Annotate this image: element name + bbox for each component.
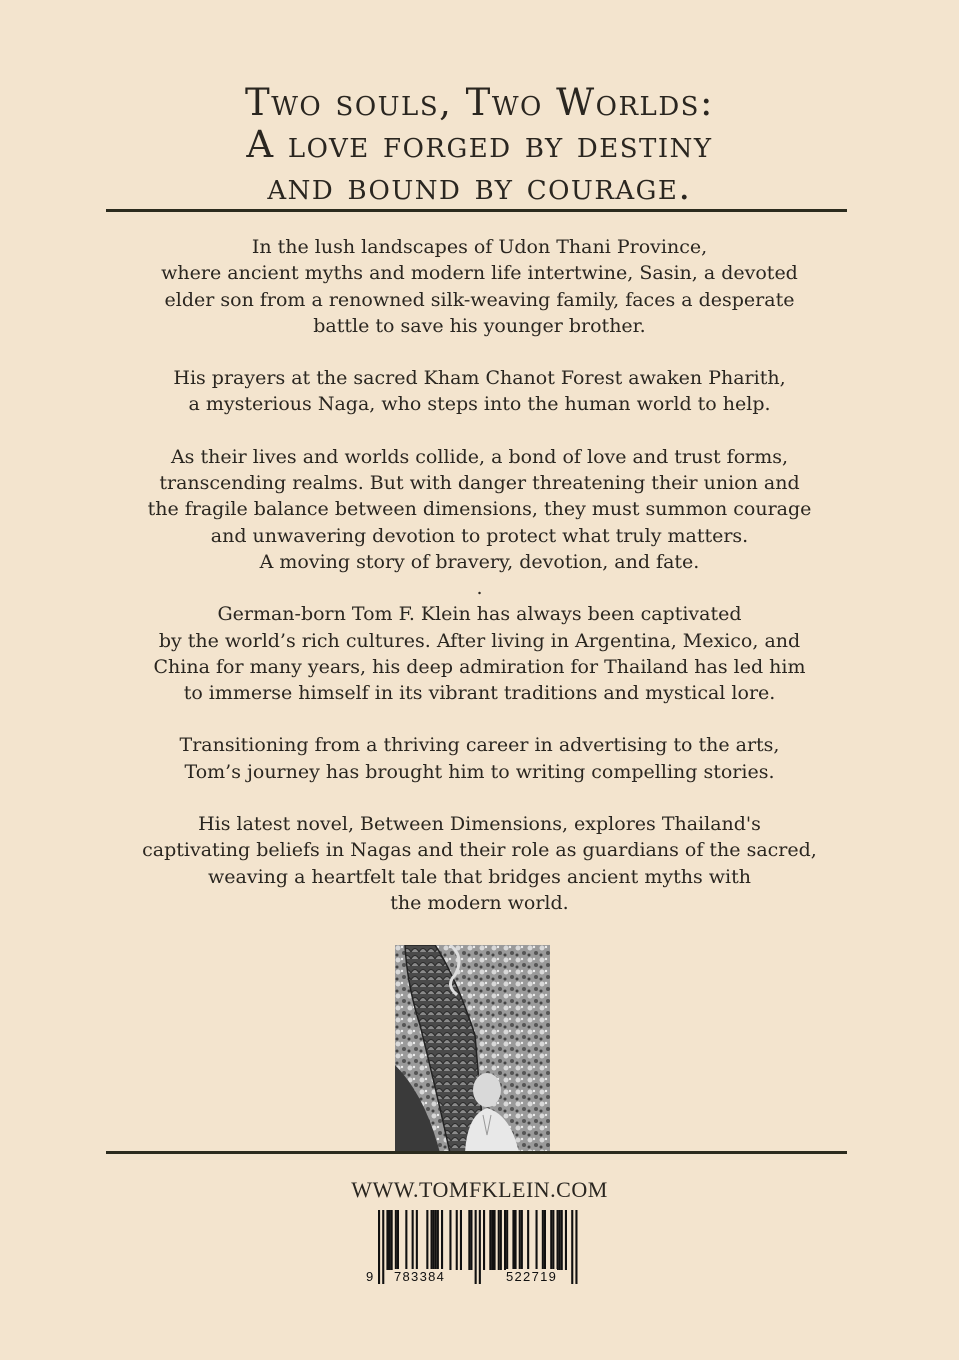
text-line: the modern world. — [390, 891, 569, 914]
barcode-bar — [441, 1210, 443, 1270]
bio-paragraph-2 — [60, 732, 899, 785]
barcode-bar — [561, 1210, 563, 1270]
blurb — [60, 234, 899, 916]
barcode-bar — [565, 1210, 567, 1270]
text-line: German-born Tom F. Klein has always been captivated — [217, 603, 742, 626]
barcode-bar — [405, 1210, 407, 1270]
barcode-bar — [527, 1210, 529, 1270]
synopsis-paragraph-2 — [60, 365, 899, 418]
text-line: His prayers at the sacred Kham Chanot Forest awaken Pharith, — [173, 367, 786, 390]
barcode-bar — [521, 1210, 523, 1270]
barcode-bar — [552, 1210, 554, 1270]
barcode-bar — [519, 1210, 521, 1270]
bio-paragraph-3 — [60, 811, 899, 916]
text-line: captivating beliefs in Nagas and their role as guardians of the sacred, — [142, 839, 817, 862]
barcode-bar — [559, 1210, 561, 1270]
text-line: to immerse himself in its vibrant traditions and mystical lore. — [183, 682, 776, 705]
synopsis-paragraph-3 — [60, 444, 899, 575]
barcode-left-digits: 783384 — [394, 1269, 446, 1284]
bio-paragraph-1 — [60, 601, 899, 706]
barcode-bar — [426, 1210, 428, 1270]
barcode-bar — [431, 1210, 433, 1270]
barcode-bar — [483, 1210, 485, 1270]
barcode-lead-digit: 9 — [366, 1269, 374, 1284]
text-line: elder son from a renowned silk-weaving family, faces a desperate — [164, 288, 795, 311]
barcode-bar — [557, 1210, 559, 1270]
barcode-bar — [544, 1210, 546, 1270]
tagline — [0, 82, 959, 208]
tagline-line-1: Two souls, Two Worlds: — [245, 81, 714, 124]
barcode-bar — [449, 1210, 451, 1270]
synopsis-paragraph-1 — [60, 234, 899, 339]
section-separator: . — [476, 577, 483, 600]
barcode-bar — [389, 1210, 391, 1270]
barcode-right-digits: 522719 — [506, 1269, 558, 1284]
barcode-bar — [536, 1210, 538, 1270]
barcode-bar — [412, 1210, 414, 1270]
barcode-bar — [382, 1210, 384, 1284]
text-line: a mysterious Naga, who steps into the human world to help. — [188, 393, 771, 416]
barcode-bar — [489, 1210, 491, 1270]
barcode-bar — [395, 1210, 397, 1270]
top-divider — [106, 209, 847, 212]
barcode-bar — [550, 1210, 552, 1270]
text-line: transcending realms. But with danger threatening their union and — [159, 472, 800, 495]
barcode-bar — [504, 1210, 506, 1270]
text-line: by the world’s rich cultures. After living in Argentina, Mexico, and — [158, 629, 801, 652]
barcode-bar — [460, 1210, 462, 1270]
barcode-bar — [435, 1210, 437, 1270]
barcode-bar — [437, 1210, 439, 1270]
tagline-line-2: A love forged by destiny — [246, 123, 713, 166]
barcode-bar — [479, 1210, 481, 1284]
barcode-bar — [470, 1210, 472, 1270]
tagline-line-3: and bound by courage. — [267, 165, 692, 208]
text-line: the fragile balance between dimensions, they must summon courage — [147, 498, 812, 521]
barcode-bar — [397, 1210, 399, 1270]
barcode-bar — [468, 1210, 470, 1270]
barcode-bar — [475, 1210, 477, 1284]
text-line: battle to save his younger brother. — [313, 314, 646, 337]
barcode-bar — [506, 1210, 508, 1270]
text-line: China for many years, his deep admiration for Thailand has led him — [153, 655, 806, 678]
text-line: Transitioning from a thriving career in advertising to the arts, — [179, 734, 780, 757]
website-url: WWW.TOMFKLEIN.COM — [351, 1177, 608, 1202]
text-line: His latest novel, Between Dimensions, explores Thailand's — [198, 813, 761, 836]
barcode-bar — [416, 1210, 418, 1270]
text-line: and unwavering devotion to protect what truly matters. — [210, 524, 749, 547]
barcode-bar — [386, 1210, 388, 1270]
text-line: As their lives and worlds collide, a bond of love and trust forms, — [170, 445, 789, 468]
barcode-bar — [491, 1210, 493, 1270]
text-line: In the lush landscapes of Udon Thani Province, — [251, 236, 708, 258]
barcode-bar — [433, 1210, 435, 1270]
bottom-divider — [106, 1151, 847, 1154]
barcode-bar — [498, 1210, 500, 1270]
text-line: A moving story of bravery, devotion, and fate. — [259, 550, 700, 573]
barcode-bar — [456, 1210, 458, 1270]
barcode-bar — [391, 1210, 393, 1270]
barcode-bar — [512, 1210, 514, 1270]
text-line: weaving a heartfelt tale that bridges ancient myths with — [208, 865, 751, 888]
author-photo — [395, 945, 550, 1153]
barcode-bar — [542, 1210, 544, 1270]
barcode-bar — [494, 1210, 496, 1270]
barcode-bar — [571, 1210, 573, 1284]
text-line: where ancient myths and modern life intertwine, Sasin, a devoted — [161, 262, 798, 285]
barcode-bar — [575, 1210, 577, 1284]
barcode-bar — [515, 1210, 517, 1270]
barcode-bar — [378, 1210, 380, 1284]
text-line: Tom’s journey has brought him to writing compelling stories. — [184, 760, 775, 783]
barcode-bar — [500, 1210, 502, 1270]
